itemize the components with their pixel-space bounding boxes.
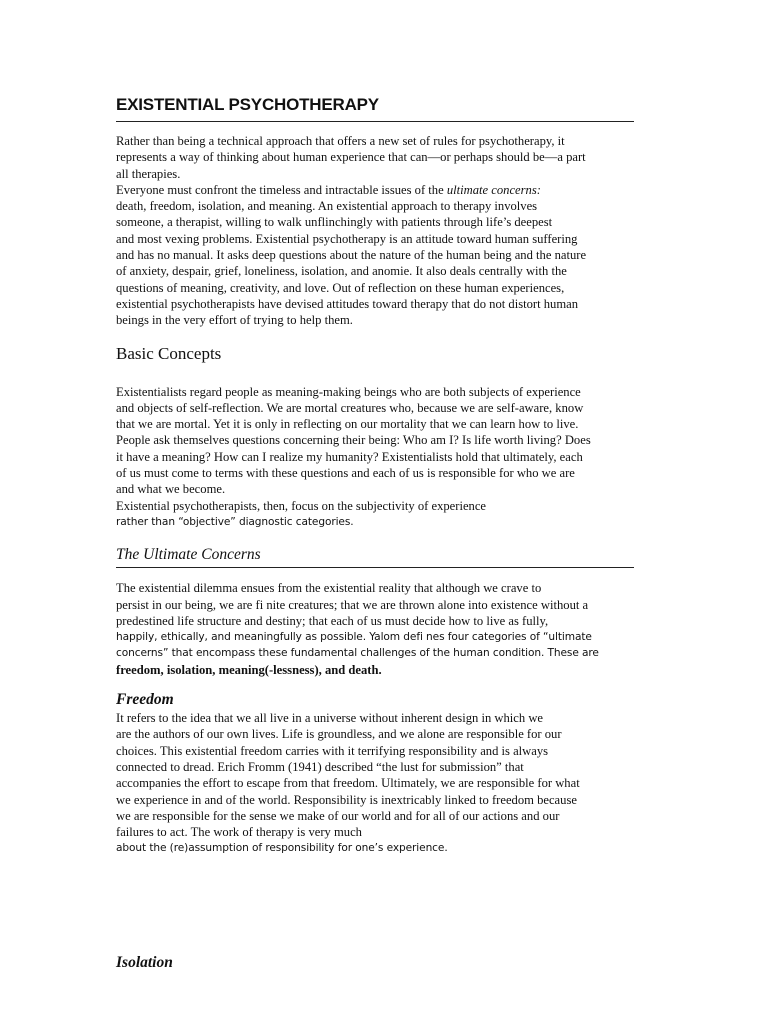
text-line: and most vexing problems. Existential psychotherapy is an attitude toward human suffering xyxy=(116,231,578,246)
text-line: happily, ethically, and meaningfully as possible. Yalom defi nes four categories of “ultimate xyxy=(116,631,592,644)
text-line: questions of meaning, creativity, and love. Out of reflection on these human experiences, xyxy=(116,280,565,295)
text-line: of anxiety, despair, grief, loneliness, isolation, and anomie. It also deals centrally with the xyxy=(116,264,567,279)
text-line: persist in our being, we are fi nite creatures; that we are thrown alone into existence without a xyxy=(116,597,589,612)
text-line: Rather than being a technical approach that offers a new set of rules for psychotherapy, it xyxy=(116,134,565,148)
text-line: failures to act. The work of therapy is very much xyxy=(116,825,362,840)
text-line: choices. This existential freedom carries with it terrifying responsibility and is always xyxy=(116,743,549,758)
text-line: Existential psychotherapists, then, focus on the subjectivity of experience xyxy=(116,498,487,513)
text-line: existential psychotherapists have devised attitudes toward therapy that do not distort human xyxy=(116,296,579,311)
section-heading-ultimate-concerns: The Ultimate Concerns xyxy=(116,544,634,568)
text-line: someone, a therapist, willing to walk unflinchingly with patients through life’s deepest xyxy=(116,215,553,230)
ultimate-concerns-list: freedom, isolation, meaning(-lessness), and death. xyxy=(116,662,382,677)
document-page xyxy=(116,92,634,857)
section-heading-isolation: Isolation xyxy=(116,954,173,971)
text-line: we are responsible for the sense we make of our world and for all of our actions and our xyxy=(116,808,560,823)
text-line: predestined life structure and destiny; that each of us must decide how to live as fully, xyxy=(116,613,549,628)
intro-paragraph xyxy=(116,133,634,329)
text-line: The existential dilemma ensues from the existential reality that although we crave to xyxy=(116,581,542,596)
freedom-paragraph xyxy=(116,710,634,857)
text-line: about the (re)assumption of responsibility for one’s experience. xyxy=(116,842,448,855)
text-line: all therapies. xyxy=(116,166,181,181)
section-heading-basic-concepts: Basic Concepts xyxy=(116,343,222,363)
text-line: death, freedom, isolation, and meaning. An existential approach to therapy involves xyxy=(116,199,538,214)
text-line: it have a meaning? How can I realize my humanity? Existentialists hold that ultimately, each xyxy=(116,449,583,464)
text-line xyxy=(116,182,634,198)
text-line: rather than “objective” diagnostic categories. xyxy=(116,515,354,528)
text-line: represents a way of thinking about human experience that can—or perhaps should be—a part xyxy=(116,150,586,165)
text-line: that we are mortal. Yet it is only in reflecting on our mortality that we can learn how to live. xyxy=(116,417,579,432)
section-heading-freedom: Freedom xyxy=(116,691,174,709)
document-title: EXISTENTIAL PSYCHOTHERAPY xyxy=(116,92,634,122)
text-line: and has no manual. It asks deep questions about the nature of the human being and the nature xyxy=(116,248,587,263)
text-line: and what we become. xyxy=(116,482,226,497)
text-line: concerns” that encompass these fundamental challenges of the human condition. These are xyxy=(116,647,599,660)
text-line: accompanies the effort to escape from that freedom. Ultimately, we are responsible for what xyxy=(116,776,580,791)
text-line: beings in the very effort of trying to help them. xyxy=(116,313,353,328)
text-line: connected to dread. Erich Fromm (1941) described “the lust for submission” that xyxy=(116,759,524,774)
text-line: Existentialists regard people as meaning-making beings who are both subjects of experience xyxy=(116,384,581,399)
basic-concepts-paragraph xyxy=(116,384,634,531)
text-run: Everyone must confront the timeless and intractable issues of the xyxy=(116,182,447,197)
text-line: It refers to the idea that we all live in a universe without inherent design in which we xyxy=(116,711,544,726)
text-line: we experience in and of the world. Responsibility is inextricably linked to freedom because xyxy=(116,792,577,807)
text-line: and objects of self-reflection. We are mortal creatures who, because we are self-aware, know xyxy=(116,400,584,415)
text-line: of us must come to terms with these questions and each of us is responsible for who we are xyxy=(116,466,575,481)
text-line: are the authors of our own lives. Life is groundless, and we alone are responsible for our xyxy=(116,727,562,742)
ultimate-concerns-paragraph xyxy=(116,580,634,678)
ultimate-concerns-term: ultimate concerns: xyxy=(446,182,541,197)
text-line: People ask themselves questions concerning their being: Who am I? Is life worth living? Does xyxy=(116,433,591,448)
